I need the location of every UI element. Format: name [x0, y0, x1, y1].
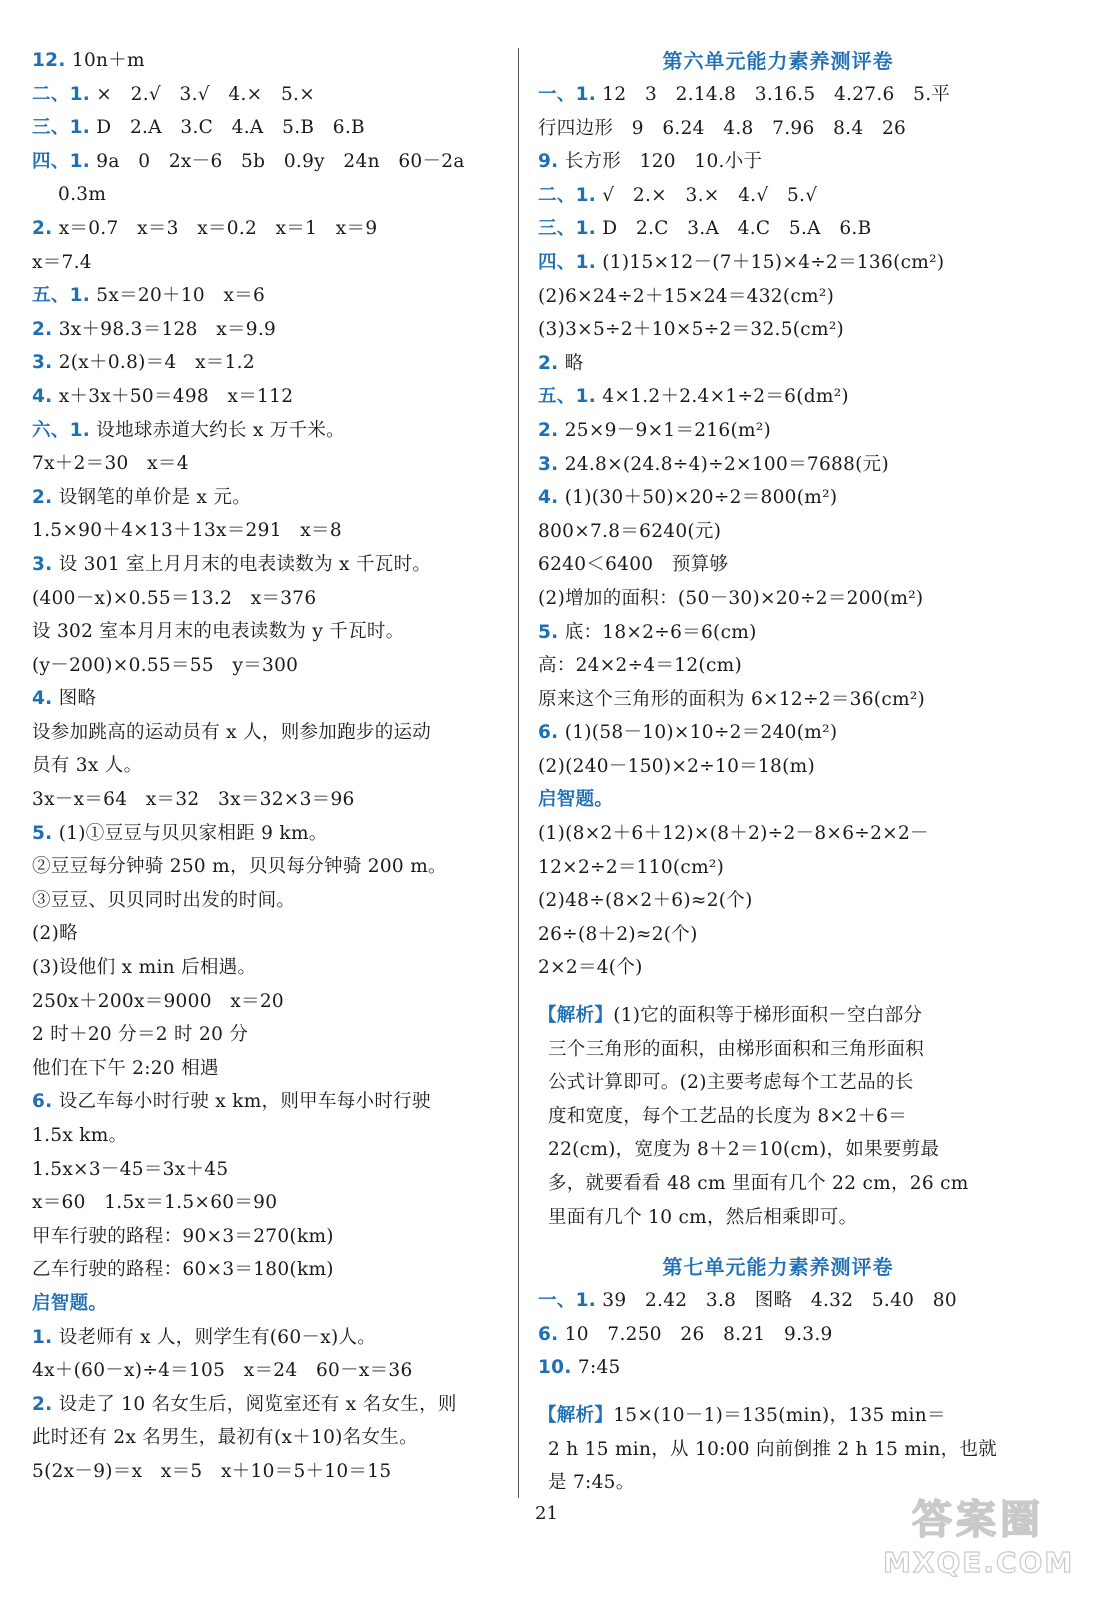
analysis-line	[538, 1100, 1018, 1134]
answer-text: 设参加跳高的运动员有 x 人，则参加跑步的运动	[32, 721, 432, 743]
answer-text: 高：24×2÷4＝12(cm)	[538, 655, 742, 677]
question-number: 启智题。	[32, 1292, 108, 1314]
answer-text: (3)3×5÷2＋10×5÷2＝32.5(cm²)	[538, 319, 845, 341]
answer-line	[538, 212, 1018, 246]
question-number: 6.	[32, 1091, 53, 1113]
question-number: 2.	[538, 352, 559, 374]
answer-text: 2×2＝4(个)	[538, 957, 643, 979]
answer-line	[538, 515, 1018, 549]
answer-text: 9a 0 2x－6 5b 0.9y 24n 60－2a	[90, 150, 465, 172]
answer-text: 10n＋m	[65, 50, 145, 71]
answer-line	[32, 279, 506, 313]
answer-line	[538, 380, 1018, 414]
analysis-text: 度和宽度，每个工艺品的长度为 8×2＋6＝	[548, 1105, 907, 1127]
question-number: 4.	[32, 688, 53, 710]
answer-text: 设 302 室本月月末的电表读数为 y 千瓦时。	[32, 621, 405, 643]
answer-line	[32, 548, 506, 582]
answer-text: 设乙车每小时行驶 x km，则甲车每小时行驶	[52, 1091, 431, 1113]
answer-text: 设钢笔的单价是 x 元。	[52, 486, 251, 508]
analysis-label: 【解析】	[538, 1005, 614, 1027]
answer-line	[538, 548, 1018, 582]
answer-text: x＝0.7 x＝3 x＝0.2 x＝1 x＝9	[52, 217, 378, 239]
answer-line	[32, 178, 506, 212]
answer-text: 3x＋98.3＝128 x＝9.9	[52, 318, 277, 340]
answer-line	[538, 78, 1018, 112]
watermark-text-top: 答案圈	[912, 1497, 1044, 1543]
answer-line	[32, 985, 506, 1019]
answer-text: 1.5x×3－45＝3x＋45	[32, 1158, 229, 1180]
answer-line	[538, 179, 1018, 213]
answer-line	[538, 448, 1018, 482]
answer-text: 长方形 120 10.小于	[558, 151, 763, 173]
answer-text: 图略	[52, 688, 97, 710]
analysis-text: (1)它的面积等于梯形面积－空白部分	[613, 1005, 923, 1027]
answer-line	[32, 1119, 506, 1153]
answer-line	[32, 817, 506, 851]
answer-text: 2 时＋20 分＝2 时 20 分	[32, 1024, 249, 1046]
answer-line	[32, 951, 506, 985]
unit6-title: 第六单元能力素养测评卷	[662, 49, 894, 73]
unit7-answers	[538, 1284, 1018, 1385]
answer-text: 底：18×2÷6＝6(cm)	[558, 621, 757, 643]
unit6-answers	[538, 78, 1018, 985]
answer-line	[32, 1253, 506, 1287]
answer-line	[32, 1085, 506, 1119]
answer-line	[32, 514, 506, 548]
answer-text: 甲车行驶的路程：90×3＝270(km)	[32, 1225, 334, 1247]
answer-text: 1.5x km。	[32, 1125, 128, 1146]
analysis-line	[538, 1167, 1018, 1201]
answer-line	[538, 1284, 1018, 1318]
answer-text: (3)设他们 x min 后相遇。	[32, 957, 257, 979]
question-number: 四、1.	[538, 251, 597, 273]
answer-text: (2)6×24÷2＋15×24＝432(cm²)	[538, 285, 835, 307]
question-number: 启智题。	[538, 789, 614, 811]
answer-text: 设走了 10 名女生后，阅览室还有 x 名女生，则	[52, 1393, 457, 1415]
question-number: 二、1.	[538, 184, 597, 206]
analysis-text: 多，就要看看 48 cm 里面有几个 22 cm，26 cm	[548, 1173, 969, 1194]
answer-text: (2)略	[32, 923, 78, 945]
answer-text: 4x＋(60－x)÷4＝105 x＝24 60－x＝36	[32, 1360, 413, 1382]
answer-line	[32, 78, 506, 112]
question-number: 三、1.	[538, 218, 597, 240]
question-number: 3.	[32, 352, 53, 374]
analysis-text: 里面有几个 10 cm，然后相乘即可。	[548, 1206, 858, 1228]
answer-line	[32, 1052, 506, 1086]
answer-line	[32, 884, 506, 918]
answer-line	[32, 749, 506, 783]
answer-line	[32, 1455, 506, 1489]
answer-line	[538, 481, 1018, 515]
answer-text: 设 301 室上月月末的电表读数为 x 千瓦时。	[52, 553, 432, 575]
answer-text: 7x＋2＝30 x＝4	[32, 453, 189, 475]
answer-text: 0.3m	[58, 184, 107, 206]
analysis-line	[538, 1133, 1018, 1167]
analysis-line	[538, 999, 1018, 1033]
answer-line	[32, 1354, 506, 1388]
question-number: 12.	[32, 50, 66, 71]
answer-text: 此时还有 2x 名男生，最初有(x＋10)名女生。	[32, 1427, 418, 1449]
question-number: 6.	[538, 722, 559, 744]
right-column	[538, 44, 1018, 1500]
question-number: 5.	[538, 621, 559, 643]
question-number: 2.	[32, 217, 53, 239]
answer-line	[538, 918, 1018, 952]
answer-line	[538, 112, 1018, 146]
answer-text: 行四边形 9 6.24 4.8 7.96 8.4 26	[538, 117, 907, 139]
answer-line	[32, 1186, 506, 1220]
answer-line	[32, 649, 506, 683]
answer-text: 设地球赤道大约长 x 万千米。	[90, 419, 345, 441]
answer-line	[32, 1388, 506, 1422]
answer-line	[538, 750, 1018, 784]
answer-text: D 2.A 3.C 4.A 5.B 6.B	[90, 117, 365, 139]
question-number: 3.	[32, 553, 53, 575]
answer-line	[538, 280, 1018, 314]
answer-text: x＋3x＋50＝498 x＝112	[52, 385, 294, 407]
answer-text: 800×7.8＝6240(元)	[538, 520, 722, 542]
question-number: 4.	[32, 385, 53, 407]
question-number: 5.	[32, 822, 53, 844]
analysis-text: 是 7:45。	[548, 1472, 635, 1494]
question-number: 10.	[538, 1357, 572, 1379]
answer-text: 略	[558, 352, 584, 374]
unit7-title: 第七单元能力素养测评卷	[662, 1255, 894, 1280]
analysis-text: 2 h 15 min，从 10:00 向前倒推 2 h 15 min，也就	[548, 1438, 998, 1460]
unit6-analysis	[538, 999, 1018, 1234]
answer-line	[538, 582, 1018, 616]
answer-text: (2)增加的面积：(50－30)×20÷2＝200(m²)	[538, 587, 924, 609]
answer-text: ②豆豆每分钟骑 250 m，贝贝每分钟骑 200 m。	[32, 856, 447, 878]
answer-text: 员有 3x 人。	[32, 755, 143, 777]
question-number: 9.	[538, 151, 559, 173]
question-number: 4.	[538, 487, 559, 509]
answer-line	[538, 817, 1018, 851]
answer-line	[32, 1321, 506, 1355]
answer-line	[32, 917, 506, 951]
answer-text: (1)(8×2＋6＋12)×(8＋2)÷2－8×6÷2×2－	[538, 823, 929, 845]
answer-text: (y－200)×0.55＝55 y＝300	[32, 654, 299, 676]
answer-line	[32, 380, 506, 414]
answer-line	[538, 649, 1018, 683]
answer-text: 2(x＋0.8)＝4 x＝1.2	[52, 352, 255, 374]
analysis-text: 15×(10－1)＝135(min)，135 min＝	[613, 1404, 946, 1426]
answer-line	[32, 783, 506, 817]
answer-text: × 2.√ 3.√ 4.× 5.×	[90, 83, 316, 105]
answer-line	[538, 683, 1018, 717]
answer-line	[538, 414, 1018, 448]
answer-text: 3x－x＝64 x＝32 3x＝32×3＝96	[32, 789, 355, 811]
answer-line	[538, 951, 1018, 985]
answer-text: 乙车行驶的路程：60×3＝180(km)	[32, 1259, 334, 1281]
answer-text: 24.8×(24.8÷4)÷2×100＝7688(元)	[558, 453, 889, 475]
analysis-label: 【解析】	[538, 1404, 614, 1426]
question-number: 2.	[32, 486, 53, 508]
answer-text: 4×1.2＋2.4×1÷2＝6(dm²)	[596, 386, 849, 408]
answer-line	[32, 44, 506, 78]
page-number: 21	[535, 1503, 558, 1524]
question-number: 一、1.	[538, 1290, 597, 1312]
answer-text: 设老师有 x 人，则学生有(60－x)人。	[52, 1326, 377, 1348]
answer-line	[538, 884, 1018, 918]
answer-text: x＝7.4	[32, 251, 92, 273]
question-number: 一、1.	[538, 84, 597, 105]
answer-text: 12×2÷2＝110(cm²)	[538, 856, 725, 878]
answer-line	[32, 1153, 506, 1187]
analysis-line	[538, 1033, 1018, 1067]
answer-text: (1)①豆豆与贝贝家相距 9 km。	[52, 822, 328, 844]
question-number: 二、1.	[32, 83, 91, 105]
analysis-line	[538, 1066, 1018, 1100]
analysis-text: 三个三角形的面积，由梯形面积和三角形面积	[548, 1038, 925, 1060]
answer-line	[32, 1018, 506, 1052]
answer-text: (1)(58－10)×10÷2＝240(m²)	[558, 722, 838, 744]
answer-text: 12 3 2.14.8 3.16.5 4.27.6 5.平	[596, 84, 951, 105]
answer-line	[32, 615, 506, 649]
answer-text: 1.5×90＋4×13＋13x＝291 x＝8	[32, 520, 342, 542]
answer-text: (2)48÷(8×2＋6)≈2(个)	[538, 890, 753, 912]
answer-text: 250x＋200x＝9000 x＝20	[32, 990, 284, 1012]
analysis-line	[538, 1201, 1018, 1235]
answer-line	[538, 145, 1018, 179]
answer-line	[538, 783, 1018, 817]
answer-line	[32, 313, 506, 347]
answer-text: 6240＜6400 预算够	[538, 554, 729, 576]
answer-text: 他们在下午 2:20 相遇	[32, 1057, 219, 1079]
answer-line	[32, 682, 506, 716]
question-number: 1.	[32, 1326, 53, 1348]
answer-text: 10 7.250 26 8.21 9.3.9	[558, 1323, 833, 1345]
analysis-line	[538, 1433, 1018, 1467]
answer-line	[538, 616, 1018, 650]
question-number: 3.	[538, 453, 559, 475]
question-number: 2.	[32, 1393, 53, 1415]
answer-text: (1)15×12－(7＋15)×4÷2＝136(cm²)	[596, 251, 945, 273]
answer-line	[32, 111, 506, 145]
answer-text: x＝60 1.5x＝1.5×60＝90	[32, 1192, 278, 1214]
answer-line	[32, 145, 506, 179]
answer-text: ③豆豆、贝贝同时出发的时间。	[32, 889, 296, 911]
answer-line	[32, 481, 506, 515]
answer-line	[32, 447, 506, 481]
answer-text: (1)(30＋50)×20÷2＝800(m²)	[558, 487, 838, 509]
question-number: 四、1.	[32, 150, 91, 172]
answer-line	[538, 716, 1018, 750]
answer-text: 5(2x－9)＝x x＝5 x＋10＝5＋10＝15	[32, 1460, 392, 1482]
answer-line	[538, 1351, 1018, 1385]
answer-text: 39 2.42 3.8 图略 4.32 5.40 80	[596, 1290, 957, 1312]
answer-line	[538, 1318, 1018, 1352]
analysis-text: 22(cm)，宽度为 8＋2＝10(cm)，如果要剪最	[548, 1139, 940, 1161]
answer-line	[32, 1287, 506, 1321]
question-number: 2.	[538, 419, 559, 441]
answer-line	[32, 414, 506, 448]
question-number: 2.	[32, 318, 53, 340]
answer-text: 26÷(8＋2)≈2(个)	[538, 923, 698, 945]
answer-line	[32, 850, 506, 884]
watermark-logo	[883, 1494, 1073, 1590]
answer-line	[32, 212, 506, 246]
answer-line	[32, 1220, 506, 1254]
answer-line	[538, 246, 1018, 280]
answer-text: 原来这个三角形的面积为 6×12÷2＝36(cm²)	[538, 688, 926, 710]
answer-line	[538, 851, 1018, 885]
answer-line	[32, 1421, 506, 1455]
question-number: 三、1.	[32, 117, 91, 139]
unit7-analysis	[538, 1399, 1018, 1500]
answer-text: (2)(240－150)×2÷10＝18(m)	[538, 755, 815, 777]
analysis-line	[538, 1399, 1018, 1433]
question-number: 六、1.	[32, 419, 91, 441]
answer-text: 7:45	[571, 1357, 621, 1379]
answer-text: D 2.C 3.A 4.C 5.A 6.B	[596, 218, 872, 240]
left-column	[32, 44, 506, 1489]
answer-line	[32, 716, 506, 750]
column-divider	[518, 48, 519, 1498]
answer-text: √ 2.× 3.× 4.√ 5.√	[596, 184, 818, 206]
answer-text: 5x＝20＋10 x＝6	[90, 285, 266, 307]
watermark-text-bottom: MXQE.COM	[883, 1546, 1075, 1579]
answer-line	[538, 313, 1018, 347]
answer-line	[32, 582, 506, 616]
question-number: 五、1.	[538, 386, 597, 408]
answer-text: (400－x)×0.55＝13.2 x＝376	[32, 587, 317, 609]
analysis-text: 公式计算即可。(2)主要考虑每个工艺品的长	[548, 1072, 914, 1094]
answer-line	[538, 347, 1018, 381]
question-number: 6.	[538, 1323, 559, 1345]
answer-line	[32, 246, 506, 280]
answer-text: 25×9－9×1＝216(m²)	[558, 419, 772, 441]
answer-line	[32, 346, 506, 380]
question-number: 五、1.	[32, 285, 91, 307]
